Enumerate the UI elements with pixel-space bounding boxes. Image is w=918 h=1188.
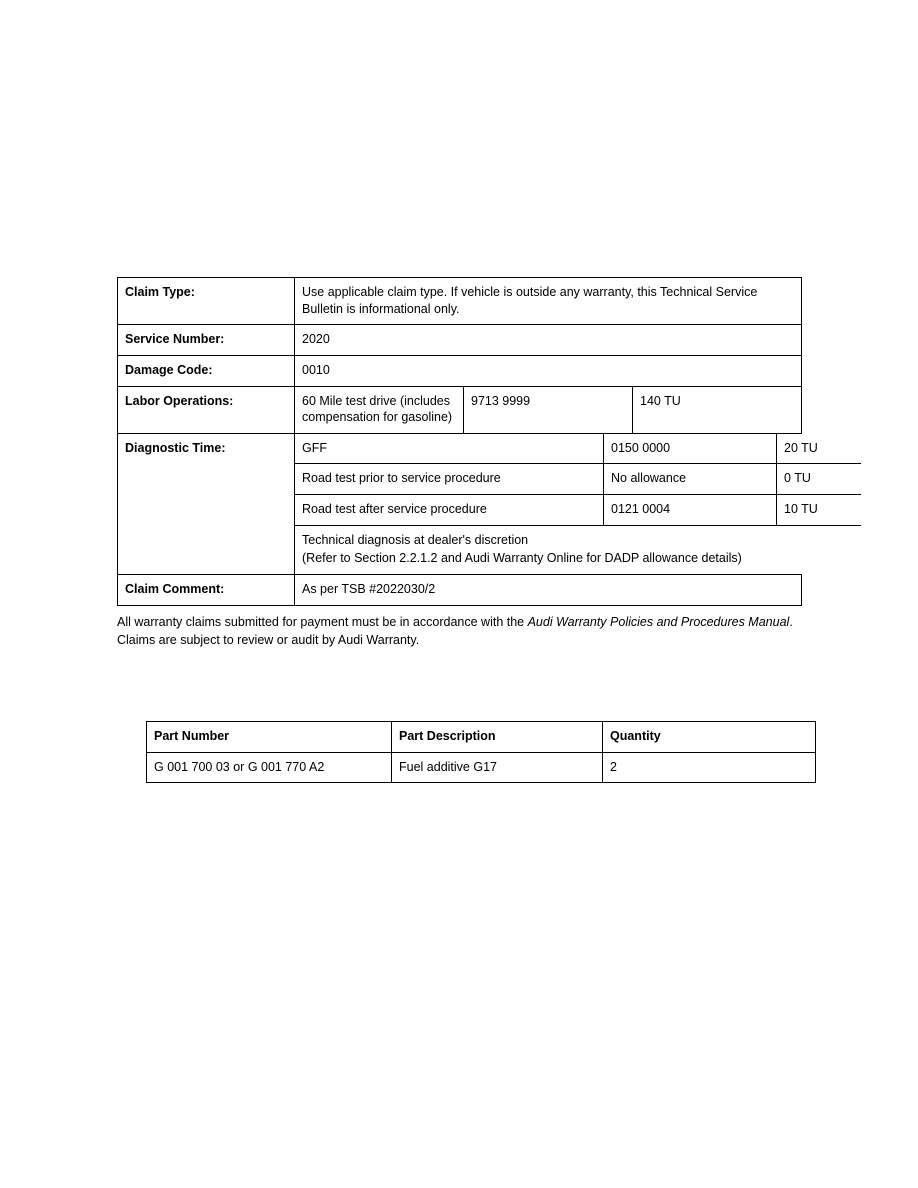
column-header-part-number: Part Number [147, 722, 392, 753]
table-row [118, 433, 802, 574]
diagnostic-operation: Road test after service procedure [295, 495, 604, 526]
table-row [295, 464, 861, 495]
claim-comment-label: Claim Comment: [118, 574, 295, 605]
warranty-claim-table [117, 277, 818, 606]
damage-code-value: 0010 [295, 355, 802, 386]
table-row [118, 278, 802, 325]
note-text-part1: All warranty claims submitted for payment must be in accordance with the [117, 615, 528, 629]
diagnostic-time-label: Diagnostic Time: [118, 433, 295, 574]
diagnostic-note [295, 525, 861, 574]
diagnostic-note-line1: Technical diagnosis at dealer's discretion [302, 532, 529, 547]
table-row [295, 495, 861, 526]
diagnostic-time-group [295, 433, 818, 574]
service-number-label: Service Number: [118, 325, 295, 356]
column-header-part-description: Part Description [392, 722, 603, 753]
diagnostic-time-value: 20 TU [777, 434, 862, 464]
labor-operation-time: 140 TU [633, 386, 802, 433]
diagnostic-operation: Road test prior to service procedure [295, 464, 604, 495]
service-number-value: 2020 [295, 325, 802, 356]
diagnostic-number: No allowance [604, 464, 777, 495]
labor-operations-label: Labor Operations: [118, 386, 295, 433]
table-row [118, 574, 802, 605]
table-row [295, 525, 861, 574]
parts-table [146, 721, 816, 783]
damage-code-label: Damage Code: [118, 355, 295, 386]
table-row [118, 355, 802, 386]
claim-type-value: Use applicable claim type. If vehicle is outside any warranty, this Technical Service Bulletin is informational only. [295, 278, 802, 325]
diagnostic-time-value: 0 TU [777, 464, 862, 495]
diagnostic-number: 0150 0000 [604, 434, 777, 464]
diagnostic-note-line2: (Refer to Section 2.2.1.2 and Audi Warranty Online for DADP allowance details) [302, 551, 742, 566]
warranty-note-paragraph [117, 613, 807, 649]
table-row [295, 434, 861, 464]
diagnostic-operation: GFF [295, 434, 604, 464]
labor-operation-number: 9713 9999 [464, 386, 633, 433]
claim-comment-value: As per TSB #2022030/2 [295, 574, 802, 605]
diagnostic-time-table [295, 434, 861, 574]
cell-part-description: Fuel additive G17 [392, 752, 603, 783]
note-text-part2: . Claims are subject to review or audit by Audi Warranty. [117, 615, 793, 648]
labor-operation-description: 60 Mile test drive (includes compensation for gasoline) [295, 386, 464, 433]
cell-quantity: 2 [603, 752, 816, 783]
claim-type-label: Claim Type: [118, 278, 295, 325]
column-header-quantity: Quantity [603, 722, 816, 753]
table-row [118, 325, 802, 356]
diagnostic-time-value: 10 TU [777, 495, 862, 526]
table-row [118, 386, 802, 433]
table-header-row [147, 722, 816, 753]
table-row [147, 752, 816, 783]
diagnostic-number: 0121 0004 [604, 495, 777, 526]
note-italic-manual: Audi Warranty Policies and Procedures Manual [527, 615, 790, 629]
cell-part-number: G 001 700 03 or G 001 770 A2 [147, 752, 392, 783]
